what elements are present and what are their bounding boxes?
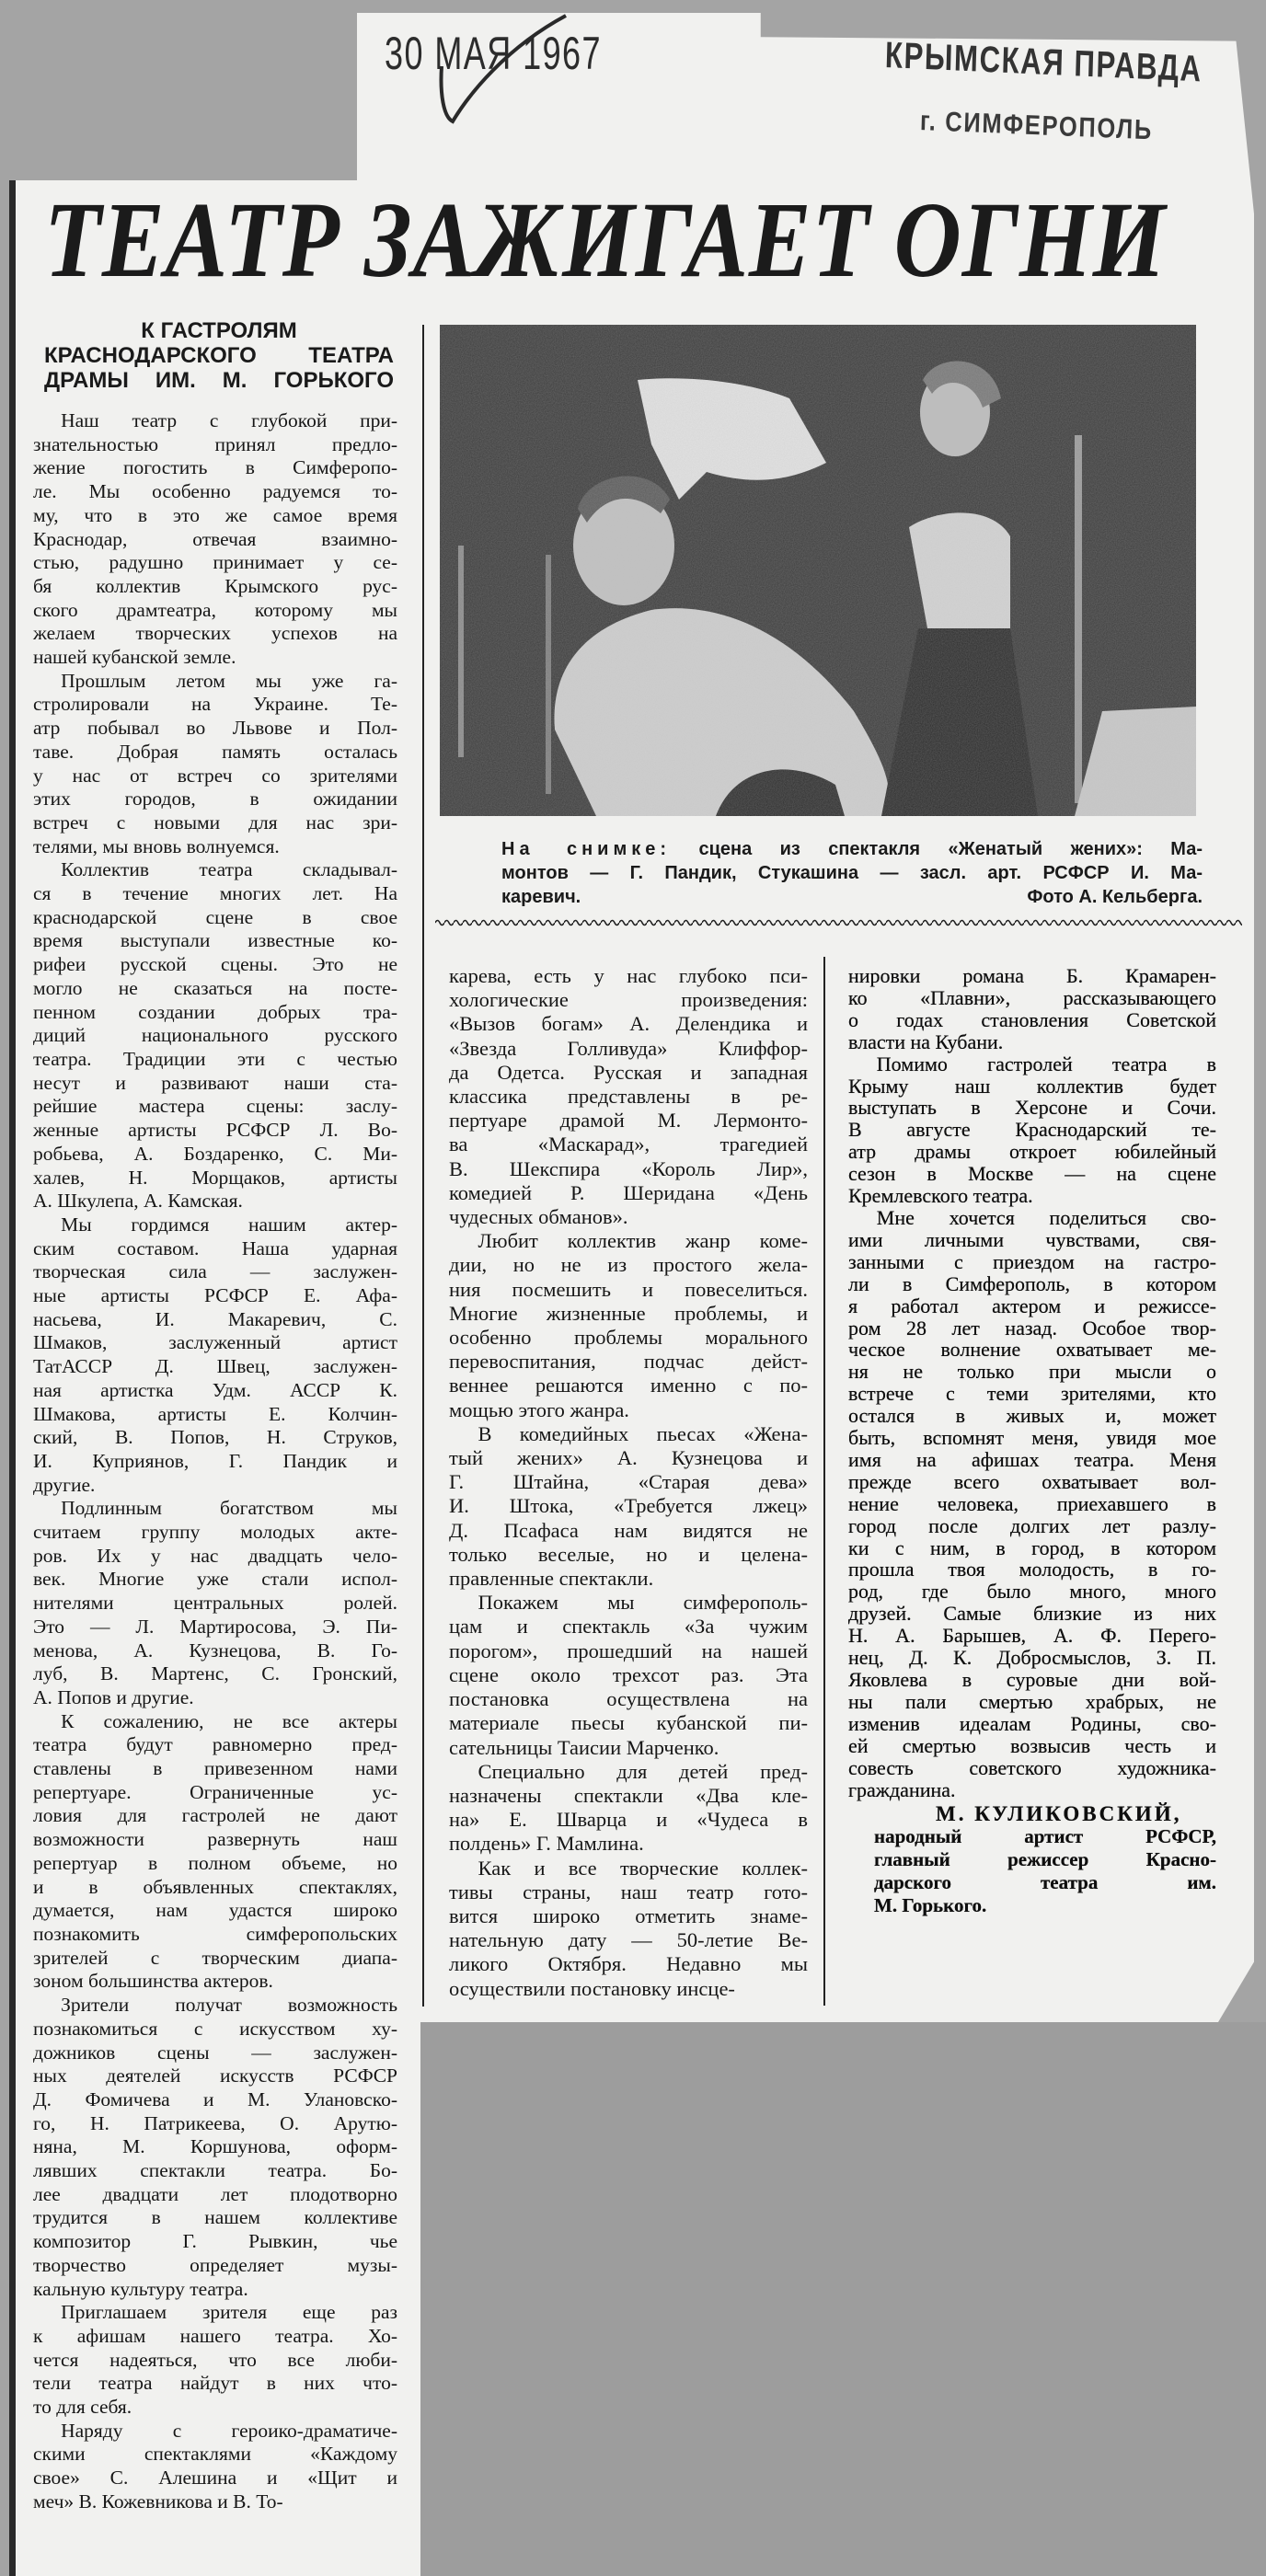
text-line: бя коллектив Крымского рус-	[33, 574, 397, 597]
text-line: репертуар в полном объеме, но	[33, 1851, 397, 1874]
text-line: несут и развивают наши ста-	[33, 1071, 397, 1094]
text-line: изменив идеалам Родины, сво-	[848, 1711, 1216, 1735]
article-paragraph	[33, 1497, 397, 1709]
text-line: Прошлым летом мы уже га-	[61, 669, 397, 692]
text-line: вится широко отметить знаме-	[449, 1903, 808, 1927]
text-line: да Одетса. Русская и западная	[449, 1060, 808, 1084]
text-line: тивы страны, наш театр гото-	[449, 1880, 808, 1903]
text-line: осуществили постановку инсце-	[449, 1976, 735, 2000]
text-line: ТатАССР Д. Швец, заслужен-	[33, 1355, 397, 1378]
text-line: ния посмешить и повеселиться.	[449, 1277, 808, 1301]
text-line: нение человека, приехавшего в	[848, 1491, 1216, 1515]
text-line: ческое волнение охватывает ме-	[848, 1338, 1216, 1362]
text-line: ей смертью возвысив честь и	[848, 1733, 1216, 1757]
text-line: зоном большинства актеров.	[33, 1970, 273, 1993]
text-line: трудится в нашем коллективе	[33, 2206, 397, 2229]
article-paragraph	[848, 1207, 1216, 1800]
text-line: ная артистка Удм. АССР К.	[33, 1378, 397, 1401]
text-line: ле. Мы особенно радуемся то-	[33, 480, 397, 503]
text-line: материале пьесы кубанской пи-	[449, 1711, 808, 1735]
photo-credit: Фото А. Кельберга.	[1027, 887, 1203, 907]
text-line: атр драмы откроет юбилейный	[848, 1140, 1216, 1164]
text-line: познакомить симферопольских	[33, 1923, 397, 1945]
caption-text: монтов — Г. Пандик, Стукашина — засл. арт. РСФСР И. Ма-	[501, 863, 1203, 883]
column-divider	[823, 957, 825, 2006]
text-line: возможности развернуть наш	[33, 1828, 397, 1851]
text-line: «Вызов богам» А. Делендика и	[449, 1012, 808, 1036]
text-line: меч» В. Кожевникова и В. То-	[33, 2490, 283, 2513]
text-line: город после долгих лет разлу-	[848, 1513, 1216, 1537]
text-line: этих городов, в ожидании	[33, 788, 397, 811]
text-line: Приглашаем зрителя еще раз	[61, 2301, 397, 2324]
text-line: ров. Их у нас двадцать чело-	[33, 1544, 397, 1567]
text-line: занными с приездом на гастро-	[848, 1249, 1216, 1273]
text-line: В. Шекспира «Король Лир»,	[449, 1156, 808, 1180]
text-line: и в объявленных спектаклях,	[33, 1875, 397, 1898]
text-line: го, Н. Патрикеева, О. Арутю-	[33, 2111, 397, 2134]
text-line: могло не сказаться на посте-	[33, 976, 397, 999]
column-divider	[422, 325, 424, 2007]
text-line: стролировали на Украине. Те-	[33, 693, 397, 716]
date-stamp: 30 МАЯ 1967	[385, 28, 602, 79]
text-line: ся в течение многих лет. На	[33, 882, 397, 905]
text-line: веннее решаются именно с по-	[449, 1374, 808, 1397]
text-line: на» Е. Шварца и «Чудеса в	[449, 1808, 808, 1832]
text-line: Мне хочется поделиться сво-	[876, 1205, 1216, 1229]
text-line: рифеи русской сцены. Это не	[33, 953, 397, 976]
text-line: дожников сцены — заслужен-	[33, 2041, 397, 2064]
text-line: Д. Фомичева и М. Улановско-	[33, 2087, 397, 2110]
text-line: полдень» Г. Мамлина.	[449, 1832, 644, 1856]
text-line: Д. Псафаса нам видятся не	[449, 1518, 808, 1542]
text-line: совесть советского художника-	[848, 1755, 1216, 1779]
text-line: только веселые, но и целена-	[449, 1542, 808, 1566]
text-line: прежде всего охватывает вол-	[848, 1469, 1216, 1493]
text-line: луб, В. Мартенс, С. Гронский,	[33, 1662, 397, 1685]
text-line: К сожалению, не все актеры	[61, 1709, 397, 1732]
text-line: композитор Г. Рывкин, чье	[33, 2230, 397, 2253]
text-line: быть, вспомнят меня, увидя мое	[848, 1426, 1216, 1450]
text-line: Крыму наш коллектив будет	[848, 1074, 1216, 1098]
article-paragraph	[33, 2301, 397, 2420]
text-line: тый жених» А. Кузнецова и	[449, 1446, 808, 1470]
text-line: ский, В. Попов, Н. Струков,	[33, 1426, 397, 1449]
text-line: В августе Краснодарский те-	[848, 1118, 1216, 1142]
text-line: правленные спектакли.	[449, 1567, 654, 1591]
text-line: пертуаре драмой М. Лермонто-	[449, 1109, 808, 1133]
text-line: лее двадцати лет плодотворно	[33, 2182, 397, 2205]
text-line: сательницы Таисии Марченко.	[449, 1735, 719, 1759]
text-line: ны пали смертью храбрых, не	[848, 1689, 1216, 1713]
text-line: перевоспитания, подчас дейст-	[449, 1350, 808, 1374]
text-line: му, что в это же самое время	[33, 503, 397, 526]
text-line: Яковлева в суровые дни вой-	[848, 1668, 1216, 1691]
author-title-line: дарского театра им.	[874, 1871, 1216, 1894]
text-line: И. Штока, «Требуется лжец»	[449, 1494, 808, 1518]
text-line: Специально для детей пред-	[478, 1759, 808, 1783]
text-line: ки с ним, в город, в котором	[848, 1535, 1216, 1559]
text-line: ня не только при мысли о	[848, 1360, 1216, 1384]
newspaper-name: КРЫМСКАЯ ПРАВДА	[884, 35, 1203, 90]
text-line: ва «Маскарад», трагедией	[449, 1133, 808, 1156]
article-headline: ТЕАТР ЗАЖИГАЕТ ОГНИ	[44, 179, 1167, 300]
text-line: нителями центральных ролей.	[33, 1592, 397, 1615]
article-paragraph	[449, 964, 808, 1229]
text-line: нательную дату — 50-летие Ве-	[449, 1928, 808, 1952]
text-line: театра. Традиции эти с честью	[33, 1047, 397, 1070]
article-paragraph	[449, 1422, 808, 1591]
text-line: И. Куприянов, Г. Пандик и	[33, 1449, 397, 1472]
text-line: ных деятелей искусств РСФСР	[33, 2064, 397, 2087]
text-line: ими личными чувствами, свя-	[848, 1227, 1216, 1251]
text-line: знательностью принял предло-	[33, 432, 397, 455]
text-line: репертуаре. Ограниченные ус-	[33, 1780, 397, 1803]
article-paragraph	[33, 858, 397, 1213]
article-paragraph	[33, 1213, 397, 1497]
article-paragraph	[848, 965, 1216, 1053]
author-title-line: главный режиссер Красно-	[874, 1848, 1216, 1871]
text-line: комедией Р. Шеридана «День	[449, 1180, 808, 1204]
text-line: «Звезда Голливуда» Клиффор-	[449, 1036, 808, 1060]
text-line: прошла твоя молодость, в го-	[848, 1558, 1216, 1581]
text-line: Зрители получат возможность	[61, 1994, 397, 2017]
wavy-divider	[435, 917, 1242, 928]
author-title-line: М. Горького.	[874, 1894, 987, 1917]
article-paragraph	[449, 1229, 808, 1422]
article-paragraph	[848, 1053, 1216, 1207]
text-line: свое» С. Алешина и «Щит и	[33, 2467, 397, 2490]
text-line: ским составом. Наша ударная	[33, 1236, 397, 1259]
caption-label: На снимке:	[501, 839, 672, 859]
text-line: ко «Плавни», рассказывающего	[848, 985, 1216, 1009]
text-line: сезон в Москве — на сцене	[848, 1162, 1216, 1186]
text-line: Любит коллектив жанр коме-	[478, 1229, 808, 1253]
text-line: мощью этого жанра.	[449, 1397, 629, 1421]
text-line: дии, но не из простого жела-	[449, 1253, 808, 1277]
text-line: В комедийных пьесах «Жена-	[478, 1421, 808, 1445]
text-line: встрече с теми зрителями, кто	[848, 1382, 1216, 1406]
article-paragraph	[33, 409, 397, 670]
text-line: Шмаков, заслуженный артист	[33, 1331, 397, 1354]
text-line: встреч с новыми для нас зри-	[33, 811, 397, 834]
text-line: то для себя.	[33, 2396, 132, 2419]
text-line: робьева, А. Боздаренко, С. Ми-	[33, 1142, 397, 1165]
text-line: творчество определяет музы-	[33, 2253, 397, 2276]
text-line: краснодарской сцене в свое	[33, 905, 397, 928]
text-line: Покажем мы симферополь-	[478, 1591, 808, 1615]
subheadline-line: К ГАСТРОЛЯМ	[141, 318, 297, 343]
caption-text: каревич.	[501, 887, 581, 907]
text-line: чется надеяться, что все люби-	[33, 2348, 397, 2371]
text-line: особенно проблемы морального	[449, 1326, 808, 1350]
text-line: карева, есть у нас глубоко пси-	[449, 964, 808, 987]
text-line: насьева, И. Макаревич, С.	[33, 1307, 397, 1330]
text-line: А. Попов и другие.	[33, 1685, 194, 1708]
text-line: Подлинным богатством мы	[61, 1497, 397, 1520]
text-line: сцене около трехсот раз. Эта	[449, 1662, 808, 1686]
text-line: ли в Симферополь, в котором	[848, 1271, 1216, 1295]
text-line: порогом», прошедший на нашей	[449, 1639, 808, 1662]
text-line: жение погостить в Симферопо-	[33, 456, 397, 479]
author-signature	[848, 1802, 1216, 1917]
article-paragraph	[33, 670, 397, 859]
text-line: творческая сила — заслужен-	[33, 1260, 397, 1283]
text-line: ные артисты РСФСР Е. Афа-	[33, 1284, 397, 1307]
article-paragraph	[449, 1857, 808, 2001]
text-line: ловия для гастролей не дают	[33, 1804, 397, 1827]
text-line: имя на афишах театра. Меня	[848, 1447, 1216, 1471]
photo-caption	[501, 837, 1203, 909]
text-line: зрителей с творческим диапа-	[33, 1946, 397, 1969]
text-line: стью, радушно принимает у се-	[33, 551, 397, 574]
article-paragraph	[33, 1710, 397, 1994]
article-photo	[440, 325, 1196, 816]
text-line: театра будут равномерно пред-	[33, 1733, 397, 1756]
text-line: Помимо гастролей театра в	[876, 1052, 1216, 1075]
article-paragraph	[449, 1760, 808, 1857]
subheadline-line: КРАСНОДАРСКОГО ТЕАТРА	[44, 343, 394, 368]
text-line: Это — Л. Мартиросова, Э. Пи-	[33, 1615, 397, 1638]
text-line: цам и спектакль «За чужим	[449, 1615, 808, 1639]
article-column-3	[848, 965, 1216, 1917]
text-line: власти на Кубани.	[848, 1029, 1004, 1053]
text-line: нашей кубанской земле.	[33, 646, 236, 669]
text-line: Наряду с героико-драматиче-	[61, 2419, 397, 2442]
author-name: М. КУЛИКОВСКИЙ,	[936, 1802, 1182, 1826]
text-line: Шмакова, артисты Е. Колчин-	[33, 1402, 397, 1425]
text-line: назначены спектакли «Два кле-	[449, 1783, 808, 1807]
text-line: пенном создании добрых тра-	[33, 1000, 397, 1023]
text-line: скими спектаклями «Каждому	[33, 2443, 397, 2466]
pen-check-mark	[432, 11, 580, 131]
text-line: Г. Штайна, «Старая дева»	[449, 1470, 808, 1494]
text-line: классика представлены в ре-	[449, 1085, 808, 1109]
column-body	[848, 965, 1216, 1800]
text-line: Кремлевского театра.	[848, 1184, 1033, 1208]
newspaper-city: г. СИМФЕРОПОЛЬ	[919, 106, 1154, 146]
text-line: постановка осуществлена на	[449, 1687, 808, 1711]
article-subheadline	[44, 318, 394, 393]
text-line: ром 28 лет назад. Особое твор-	[848, 1316, 1216, 1340]
scan-background	[420, 2022, 1266, 2576]
text-line: век. Многие уже стали испол-	[33, 1568, 397, 1591]
text-line: менова, А. Кузнецова, В. Го-	[33, 1639, 397, 1662]
article-column-2	[449, 964, 808, 2001]
caption-text: сцена из спектакля «Женатый жених»: Ма-	[698, 839, 1203, 859]
text-line: другие.	[33, 1473, 96, 1496]
text-line: Мы гордимся нашим актер-	[61, 1213, 397, 1236]
photo-scene	[440, 325, 1196, 816]
text-line: атр побывал во Львове и Пол-	[33, 717, 397, 740]
text-line: лявших спектакли театра. Бо-	[33, 2159, 397, 2182]
text-line: рейшие мастера сцены: заслу-	[33, 1095, 397, 1118]
text-line: ского драмтеатра, которому мы	[33, 598, 397, 621]
article-paragraph	[33, 2420, 397, 2514]
text-line: нец, Д. К. Добросмыслов, З. П.	[848, 1646, 1216, 1670]
text-line: Коллектив театра складывал-	[61, 858, 397, 881]
text-line: род, где было много, много	[848, 1580, 1216, 1604]
text-line: думается, нам удастся широко	[33, 1899, 397, 1922]
text-line: выступать в Херсоне и Сочи.	[848, 1096, 1216, 1120]
text-line: кальную культуру театра.	[33, 2277, 248, 2300]
text-line: женные артисты РСФСР Л. Во-	[33, 1119, 397, 1142]
text-line: нировки романа Б. Крамарен-	[848, 964, 1216, 987]
text-line: чудесных обманов».	[449, 1205, 628, 1229]
text-line: Н. А. Барышев, А. Ф. Перего-	[848, 1624, 1216, 1648]
article-paragraph	[33, 1994, 397, 2301]
article-paragraph	[449, 1591, 808, 1759]
text-line: познакомиться с искусством ху-	[33, 2017, 397, 2040]
text-line: Краснодар, отвечая взаимно-	[33, 527, 397, 550]
text-line: желаем творческих успехов на	[33, 622, 397, 645]
text-line: Наш театр с глубокой при-	[61, 409, 397, 431]
text-line: Многие жизненные проблемы, и	[449, 1301, 808, 1325]
text-line: таве. Добрая память осталась	[33, 740, 397, 763]
text-line: няна, М. Коршунова, оформ-	[33, 2135, 397, 2158]
text-line: гражданина.	[848, 1777, 956, 1801]
text-line: Как и все творческие коллек-	[478, 1856, 808, 1880]
subheadline-line: ДРАМЫ ИМ. М. ГОРЬКОГО	[44, 368, 394, 393]
text-line: у нас от встреч со зрителями	[33, 764, 397, 787]
text-line: считаем группу молодых акте-	[33, 1521, 397, 1544]
author-title-line: народный артист РСФСР,	[874, 1825, 1216, 1848]
text-line: тели театра найдут в них что-	[33, 2372, 397, 2395]
text-line: телями, мы вновь волнуемся.	[33, 834, 280, 857]
text-line: ставлены в привезенном нами	[33, 1757, 397, 1780]
text-line: А. Шкулепа, А. Камская.	[33, 1190, 243, 1213]
text-line: о годах становления Советской	[848, 1007, 1216, 1031]
text-line: халев, Н. Морщаков, артисты	[33, 1166, 397, 1189]
text-line: хологические произведения:	[449, 988, 808, 1012]
text-line: друзей. Самые близкие из них	[848, 1602, 1216, 1626]
text-line: я работал актером и режиссе-	[848, 1294, 1216, 1317]
text-line: остался в живых и, может	[848, 1404, 1216, 1428]
text-line: время выступали известные ко-	[33, 929, 397, 952]
text-line: ликого Октября. Недавно мы	[449, 1952, 808, 1976]
text-line: диций национального русского	[33, 1024, 397, 1047]
text-line: к афишам нашего театра. Хо-	[33, 2324, 397, 2347]
article-column-1	[33, 409, 397, 2514]
